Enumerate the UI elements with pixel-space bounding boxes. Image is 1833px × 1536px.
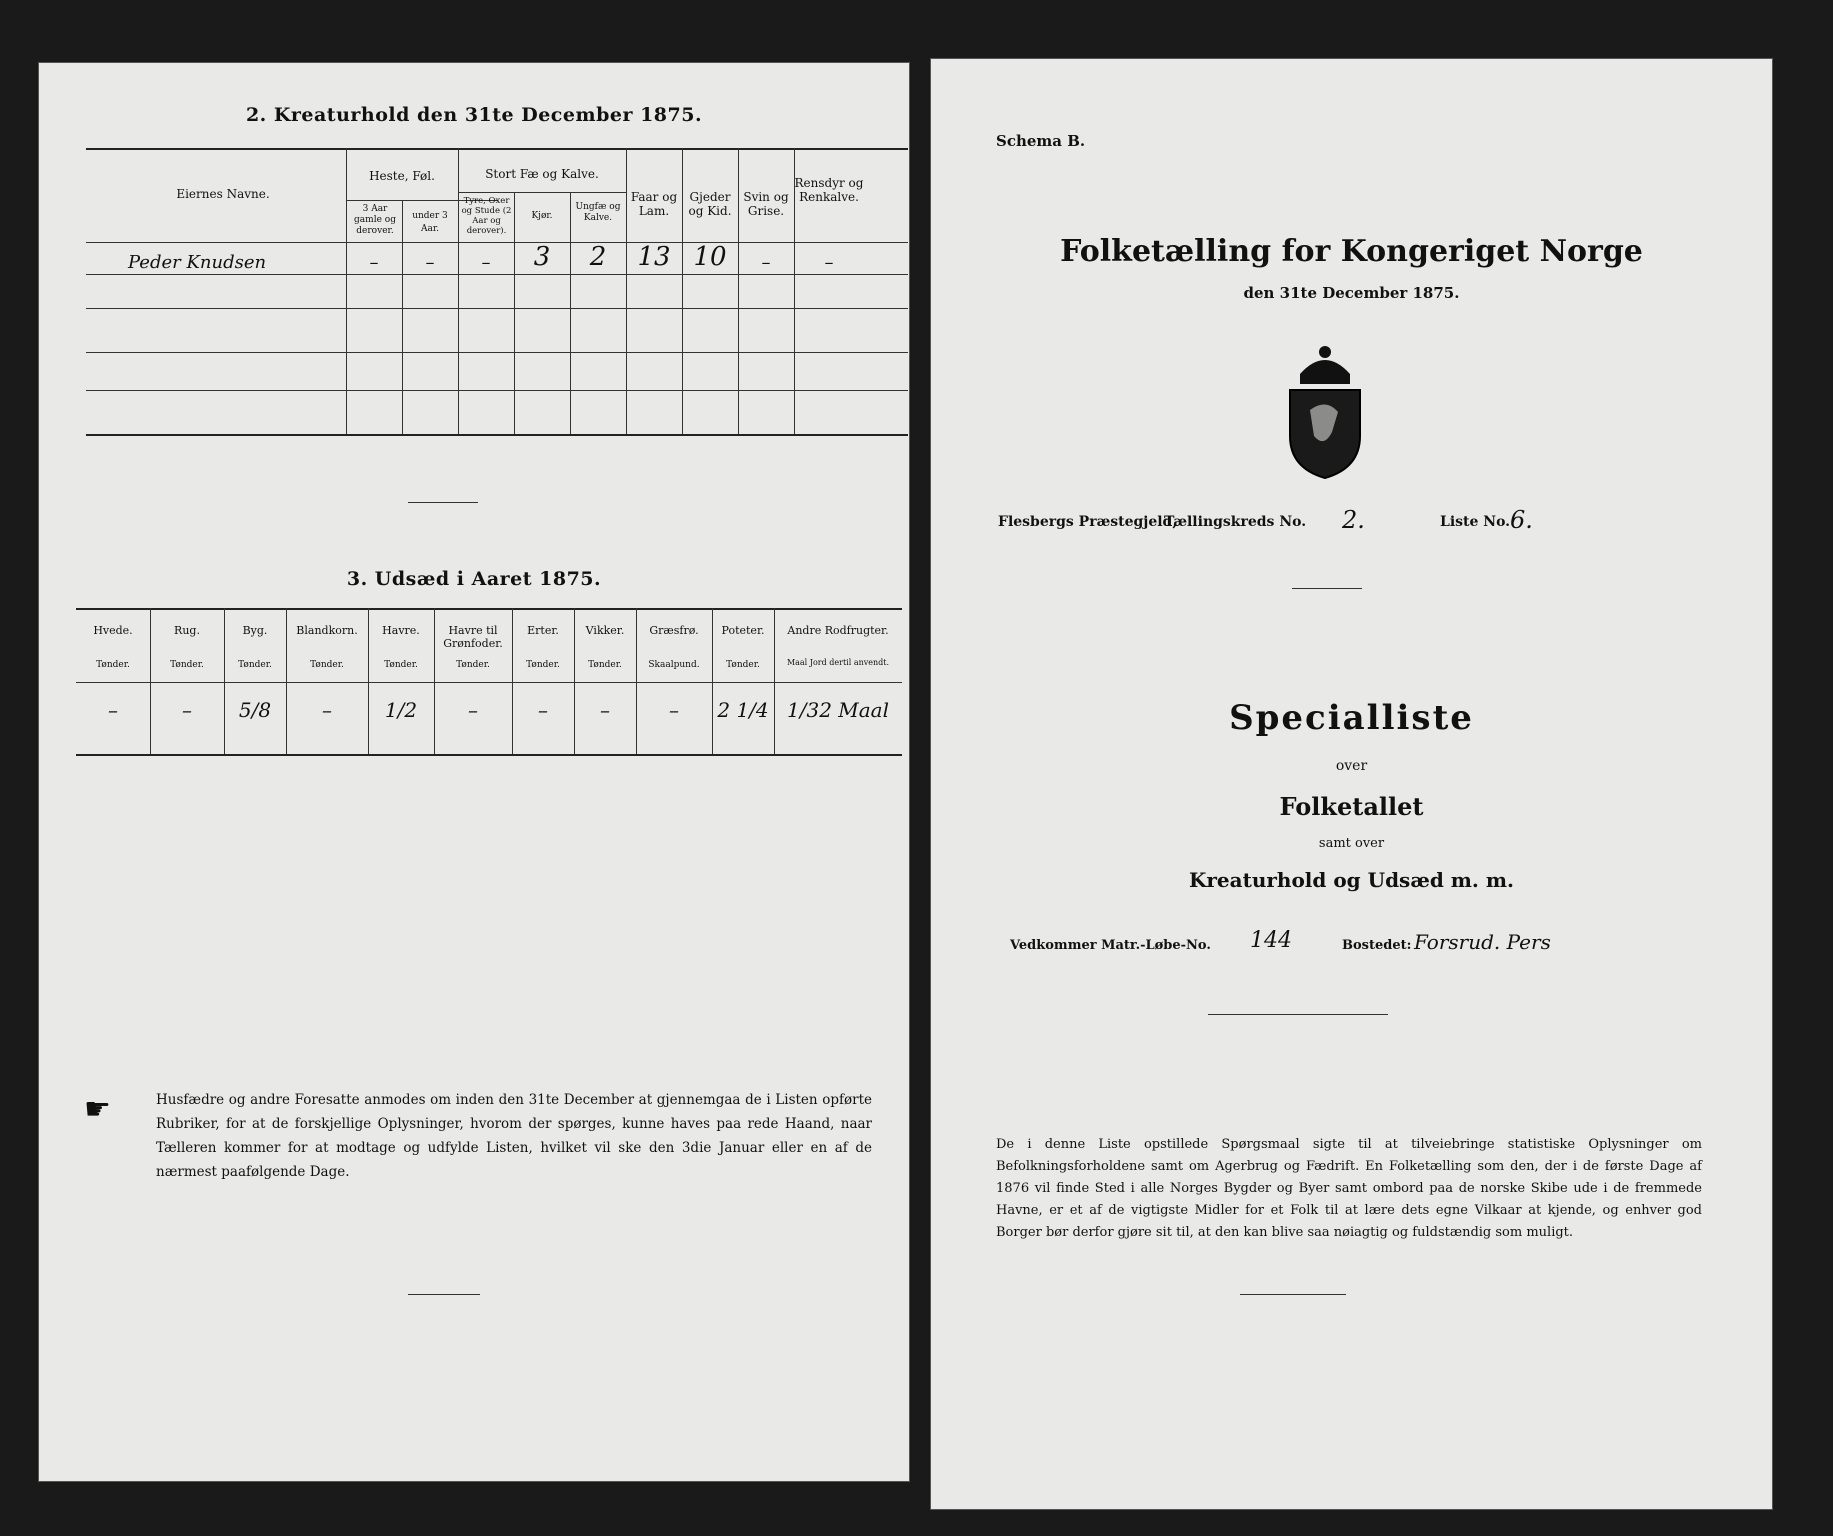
table3-header: Erter. bbox=[527, 624, 559, 637]
parish-label: Flesbergs Præstegjeld, bbox=[998, 514, 1178, 530]
table2-bottom-rule bbox=[86, 434, 908, 436]
table3-header: Byg. bbox=[242, 624, 268, 637]
table3-header: Græsfrø. bbox=[649, 624, 699, 637]
table3-unit: Tønder. bbox=[456, 660, 490, 670]
table3-value: – bbox=[600, 698, 610, 722]
left-page bbox=[38, 62, 910, 1482]
info-text: De i denne Liste opstillede Spørgsmaal sigte til at tilveiebringe statistiske Oplysninger om Befolkningsforholdene samt om Agerbrug og Fædrift. En Folketælling som den, der i de første Dage af 1876 vil finde Sted i alle Norges Bygder og Byer samt ombord paa de norske Skibe ude i de fremmede Havne, er et af de vigtigste Midler for et Folk til at lære dets egne Vilkaar at kjende, og enhver god Borger bør derfor gjøre sit til, at den kan blive saa nøiagtig og fuldstændig som muligt. bbox=[996, 1137, 1702, 1240]
table3-header: Blandkorn. bbox=[296, 624, 358, 637]
section3-title: 3. Udsæd i Aaret 1875. bbox=[346, 568, 602, 590]
table3-unit: Tønder. bbox=[310, 660, 344, 670]
table3-value: – bbox=[108, 698, 118, 722]
table3-unit: Tønder. bbox=[170, 660, 204, 670]
bosted-value: Forsrud. Pers bbox=[1414, 930, 1551, 954]
pigs-value: – bbox=[761, 252, 771, 273]
divider-mid bbox=[1208, 1014, 1388, 1015]
samt-label: samt over bbox=[1318, 836, 1385, 851]
table3-value: 1/32 Maal bbox=[787, 698, 889, 722]
main-title: Folketælling for Kongeriget Norge bbox=[1060, 234, 1643, 269]
table2-top-rule bbox=[86, 148, 908, 150]
folketallet-label: Folketallet bbox=[1279, 792, 1424, 821]
matr-value: 144 bbox=[1250, 928, 1292, 953]
col-horses-young: under 3 Aar. bbox=[412, 211, 448, 234]
bulls-value: – bbox=[481, 252, 491, 273]
cows-value: 3 bbox=[533, 242, 551, 272]
young-cattle-value: 2 bbox=[589, 242, 607, 272]
table3-unit: Tønder. bbox=[726, 660, 760, 670]
table3-top-rule bbox=[76, 608, 902, 610]
divider bbox=[408, 502, 478, 503]
list-label: Liste No. bbox=[1440, 514, 1511, 530]
table3-unit: Tønder. bbox=[588, 660, 622, 670]
table3-value: 1/2 bbox=[384, 698, 418, 722]
table3-bottom-rule bbox=[76, 754, 902, 756]
horses-young-value: – bbox=[425, 252, 435, 273]
divider-bottom bbox=[408, 1294, 480, 1295]
schema-label: Schema B. bbox=[996, 132, 1086, 150]
goats-value: 10 bbox=[693, 242, 727, 272]
norway-coat-of-arms-icon bbox=[1276, 340, 1374, 480]
table3-value: – bbox=[322, 698, 332, 722]
col-horses-old: 3 Aar gamle og derover. bbox=[354, 204, 396, 236]
table3-header: Andre Rodfrugter. bbox=[787, 624, 889, 637]
col-cattle: Stort Fæ og Kalve. bbox=[485, 167, 599, 181]
table3-header: Poteter. bbox=[721, 624, 765, 637]
col-young-cattle: Ungfæ og Kalve. bbox=[575, 202, 621, 223]
divider-end bbox=[1240, 1294, 1346, 1295]
table3-header: Rug. bbox=[174, 624, 200, 637]
reindeer-value: – bbox=[824, 252, 834, 273]
table3-value: – bbox=[468, 698, 478, 722]
special-title: Specialliste bbox=[1229, 698, 1474, 738]
col-reindeer: Rensdyr og Renkalve. bbox=[794, 176, 864, 204]
table2-header-rule bbox=[86, 242, 908, 243]
table3-header: Havre til Grønfoder. bbox=[443, 624, 503, 650]
horses-old-value: – bbox=[369, 252, 379, 273]
right-page bbox=[930, 58, 1773, 1510]
table3-header: Hvede. bbox=[93, 624, 133, 637]
sheep-value: 13 bbox=[637, 242, 671, 272]
table3-value: – bbox=[182, 698, 192, 722]
matr-label: Vedkommer Matr.-Løbe-No. bbox=[1010, 938, 1211, 953]
table3-header: Vikker. bbox=[585, 624, 625, 637]
table3-unit: Skaalpund. bbox=[648, 660, 700, 670]
col-goats: Gjeder og Kid. bbox=[688, 190, 732, 218]
table3-unit: Tønder. bbox=[238, 660, 272, 670]
table3-unit: Tønder. bbox=[526, 660, 560, 670]
owner-name: Peder Knudsen bbox=[128, 252, 267, 273]
title-date: den 31te December 1875. bbox=[1243, 284, 1460, 302]
col-sheep: Faar og Lam. bbox=[630, 190, 678, 218]
notice-text: Husfædre og andre Foresatte anmodes om inden den 31te December at gjennemgaa de i Listen opførte Rubriker, for at de forskjellige Oplysninger, hvorom der spørges, kunne haves paa rede Haand, naar Tælleren kommer for at modtage og udfylde Listen, hvilket vil ske den 3die Januar eller en af de nærmest paafølgende Dage. bbox=[156, 1092, 872, 1180]
col-horses: Heste, Føl. bbox=[369, 169, 435, 183]
col-bulls: Tyre, Oxer og Stude (2 Aar og derover). bbox=[461, 196, 512, 236]
table3-value: – bbox=[538, 698, 548, 722]
district-value: 2. bbox=[1342, 506, 1365, 534]
table3-value: – bbox=[669, 698, 679, 722]
list-value: 6. bbox=[1510, 506, 1533, 534]
table3-unit: Tønder. bbox=[96, 660, 130, 670]
bosted-label: Bostedet: bbox=[1342, 938, 1412, 953]
district-label: Tællingskreds No. bbox=[1164, 514, 1307, 530]
table3-value: 2 1/4 bbox=[717, 698, 769, 722]
col-pigs: Svin og Grise. bbox=[743, 190, 789, 218]
divider-right bbox=[1292, 588, 1362, 589]
col-cows: Kjør. bbox=[531, 211, 553, 221]
col-owner-name: Eiernes Navne. bbox=[176, 187, 270, 201]
over-label: over bbox=[1335, 758, 1368, 774]
table3-value: 5/8 bbox=[238, 698, 272, 722]
table3-unit: Maal Jord dertil anvendt. bbox=[786, 658, 890, 667]
section2-title: 2. Kreaturhold den 31te December 1875. bbox=[245, 104, 703, 126]
pointing-hand-icon: ☛ bbox=[84, 1092, 111, 1127]
table3-unit: Tønder. bbox=[384, 660, 418, 670]
table3-header: Havre. bbox=[382, 624, 420, 637]
kreatur-title: Kreaturhold og Udsæd m. m. bbox=[1189, 868, 1514, 892]
